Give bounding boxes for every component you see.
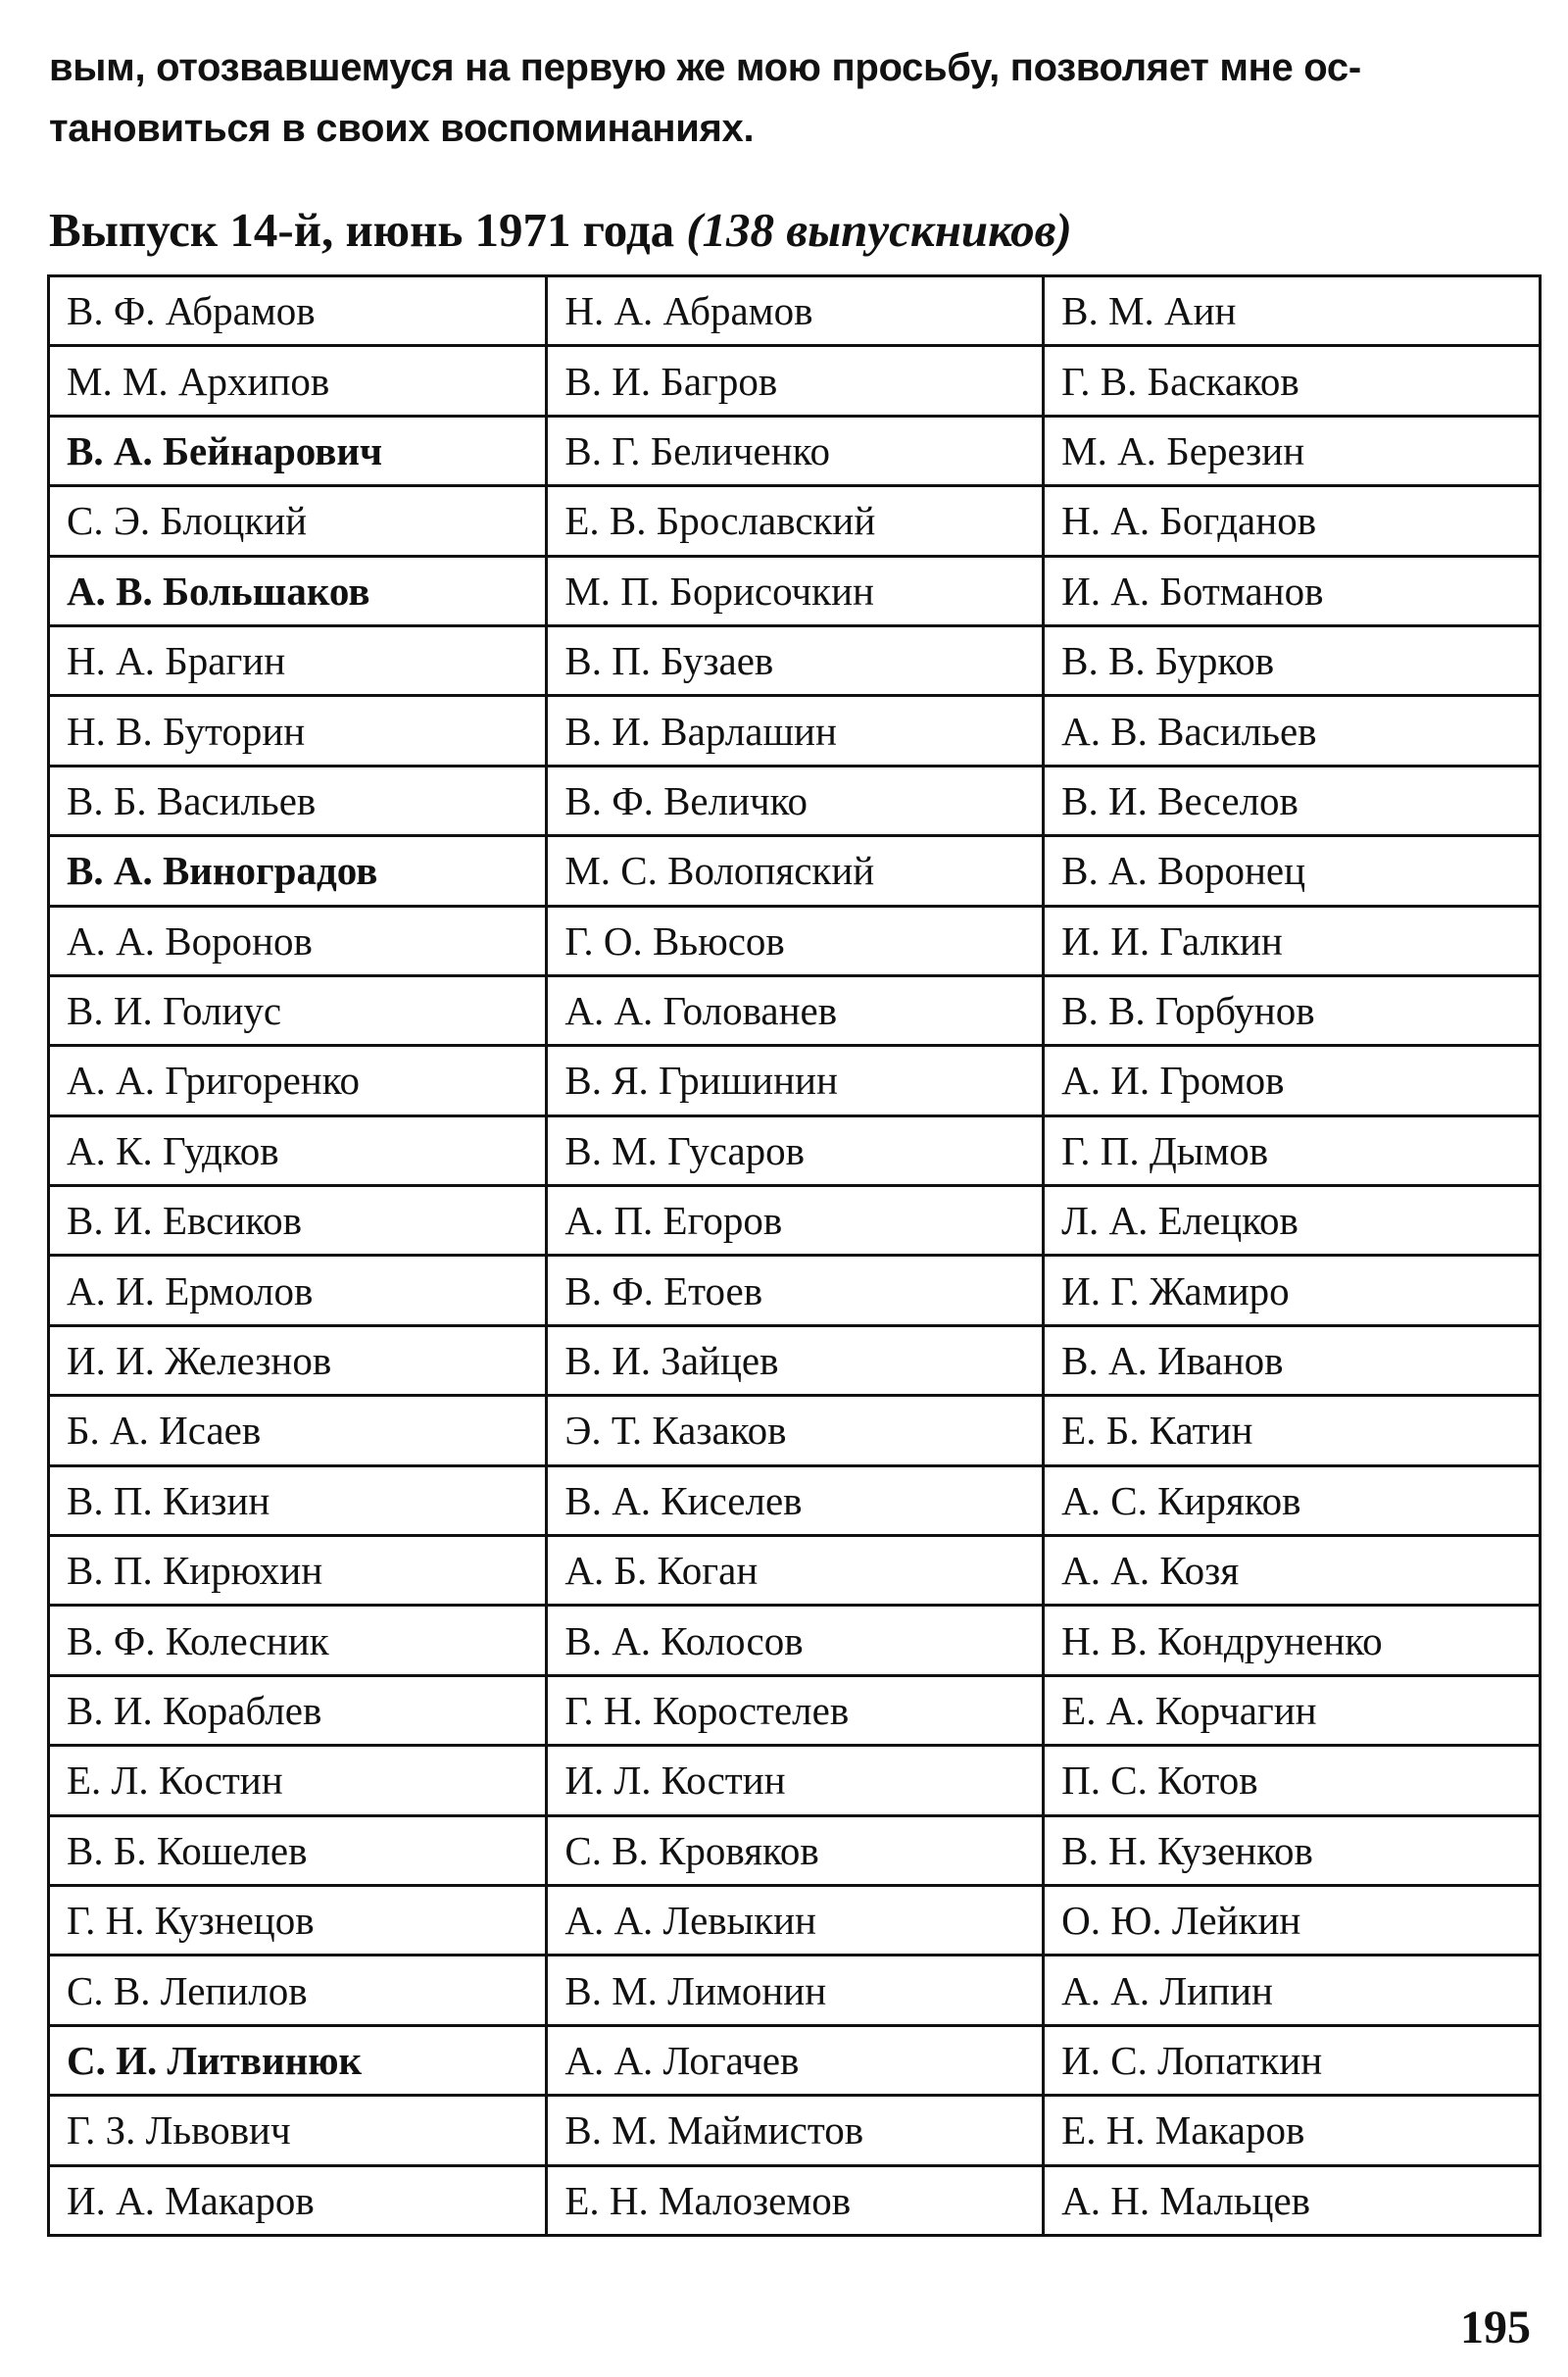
graduate-name-cell: А. Б. Коган	[547, 1536, 1044, 1606]
graduate-name-cell: В. Г. Беличенко	[547, 416, 1044, 485]
graduate-name-cell: В. Ф. Етоев	[547, 1256, 1044, 1325]
table-row	[49, 416, 1541, 485]
graduate-name-cell: А. А. Липин	[1044, 1956, 1541, 2025]
graduate-name-cell: Г. В. Баскаков	[1044, 346, 1541, 416]
table-row	[49, 1815, 1541, 1885]
graduate-name-cell: В. П. Кизин	[49, 1465, 547, 1535]
table-row	[49, 766, 1541, 835]
table-row	[49, 1465, 1541, 1535]
graduate-name-cell: М. А. Березин	[1044, 416, 1541, 485]
intro-line-1: вым, отозвавшемуся на первую же мою просьбу, позволяет мне ос-	[49, 46, 1361, 89]
graduate-name-cell: А. А. Воронов	[49, 906, 547, 975]
table-row	[49, 2165, 1541, 2235]
graduate-name-cell: В. Я. Гришинин	[547, 1046, 1044, 1115]
graduate-name-cell: В. И. Голиус	[49, 975, 547, 1045]
graduate-name-cell: Б. А. Исаев	[49, 1396, 547, 1465]
graduate-name-cell: В. Б. Кошелев	[49, 1815, 547, 1885]
graduate-name-cell: Н. А. Брагин	[49, 625, 547, 695]
graduate-name-cell: А. И. Ермолов	[49, 1256, 547, 1325]
graduate-name-cell: В. Ф. Величко	[547, 766, 1044, 835]
graduate-name-cell: И. С. Лопаткин	[1044, 2025, 1541, 2095]
table-row	[49, 1325, 1541, 1395]
graduate-name-cell: Н. А. Богданов	[1044, 486, 1541, 556]
graduate-name-cell: В. А. Воронец	[1044, 836, 1541, 906]
section-heading	[49, 201, 1072, 260]
graduate-name-cell: Н. А. Абрамов	[547, 276, 1044, 346]
graduate-name-cell: А. В. Васильев	[1044, 696, 1541, 766]
graduate-name-cell: В. А. Колосов	[547, 1606, 1044, 1675]
heading-graduate-count: (138 выпускников)	[686, 203, 1072, 257]
graduate-name-cell: А. А. Козя	[1044, 1536, 1541, 1606]
graduate-name-cell: В. А. Виноградов	[49, 836, 547, 906]
graduate-name-cell: И. А. Макаров	[49, 2165, 547, 2235]
table-row	[49, 1885, 1541, 1955]
table-row	[49, 556, 1541, 625]
graduate-name-cell: И. Г. Жамиро	[1044, 1256, 1541, 1325]
graduate-name-cell: О. Ю. Лейкин	[1044, 1885, 1541, 1955]
table-row	[49, 486, 1541, 556]
graduates-table	[47, 274, 1542, 2237]
graduate-name-cell: Е. А. Корчагин	[1044, 1675, 1541, 1745]
table-row	[49, 1046, 1541, 1115]
table-row	[49, 625, 1541, 695]
graduate-name-cell: В. И. Варлашин	[547, 696, 1044, 766]
graduate-name-cell: Л. А. Елецков	[1044, 1186, 1541, 1256]
graduate-name-cell: В. Ф. Колесник	[49, 1606, 547, 1675]
table-row	[49, 2025, 1541, 2095]
graduate-name-cell: Е. В. Брославский	[547, 486, 1044, 556]
table-row	[49, 1956, 1541, 2025]
graduate-name-cell: А. А. Логачев	[547, 2025, 1044, 2095]
graduate-name-cell: В. А. Бейнарович	[49, 416, 547, 485]
graduate-name-cell: В. М. Гусаров	[547, 1115, 1044, 1185]
graduate-name-cell: М. С. Волопяский	[547, 836, 1044, 906]
table-row	[49, 975, 1541, 1045]
graduate-name-cell: А. К. Гудков	[49, 1115, 547, 1185]
graduate-name-cell: В. Ф. Абрамов	[49, 276, 547, 346]
table-row	[49, 2096, 1541, 2165]
graduate-name-cell: И. И. Галкин	[1044, 906, 1541, 975]
table-row	[49, 1396, 1541, 1465]
graduate-name-cell: М. М. Архипов	[49, 346, 547, 416]
graduate-name-cell: А. А. Голованев	[547, 975, 1044, 1045]
graduate-name-cell: В. А. Киселев	[547, 1465, 1044, 1535]
graduate-name-cell: С. Э. Блоцкий	[49, 486, 547, 556]
table-row	[49, 1606, 1541, 1675]
table-row	[49, 1675, 1541, 1745]
heading-title: Выпуск 14-й, июнь 1971 года	[49, 203, 675, 257]
graduate-name-cell: Е. Б. Катин	[1044, 1396, 1541, 1465]
graduate-name-cell: М. П. Борисочкин	[547, 556, 1044, 625]
graduate-name-cell: В. Н. Кузенков	[1044, 1815, 1541, 1885]
graduate-name-cell: В. В. Горбунов	[1044, 975, 1541, 1045]
graduate-name-cell: Е. Н. Малоземов	[547, 2165, 1044, 2235]
graduate-name-cell: В. И. Евсиков	[49, 1186, 547, 1256]
table-row	[49, 1746, 1541, 1815]
graduate-name-cell: С. И. Литвинюк	[49, 2025, 547, 2095]
graduate-name-cell: Г. П. Дымов	[1044, 1115, 1541, 1185]
graduate-name-cell: А. А. Левыкин	[547, 1885, 1044, 1955]
graduate-name-cell: Г. Н. Кузнецов	[49, 1885, 547, 1955]
graduate-name-cell: Г. Н. Коростелев	[547, 1675, 1044, 1745]
graduate-name-cell: В. М. Маймистов	[547, 2096, 1044, 2165]
graduate-name-cell: В. И. Кораблев	[49, 1675, 547, 1745]
graduate-name-cell: В. Б. Васильев	[49, 766, 547, 835]
table-row	[49, 906, 1541, 975]
page-number: 195	[1460, 2302, 1531, 2353]
table-row	[49, 1256, 1541, 1325]
graduate-name-cell: Н. В. Кондруненко	[1044, 1606, 1541, 1675]
graduate-name-cell: А. И. Громов	[1044, 1046, 1541, 1115]
graduate-name-cell: В. М. Аин	[1044, 276, 1541, 346]
graduate-name-cell: А. В. Большаков	[49, 556, 547, 625]
graduate-name-cell: Е. Н. Макаров	[1044, 2096, 1541, 2165]
table-row	[49, 836, 1541, 906]
intro-paragraph	[49, 37, 1548, 159]
graduate-name-cell: В. М. Лимонин	[547, 1956, 1044, 2025]
graduate-name-cell: Э. Т. Казаков	[547, 1396, 1044, 1465]
graduate-name-cell: А. Н. Мальцев	[1044, 2165, 1541, 2235]
intro-line-2: тановиться в своих воспоминаниях.	[49, 107, 755, 150]
table-row	[49, 276, 1541, 346]
graduate-name-cell: В. И. Веселов	[1044, 766, 1541, 835]
table-row	[49, 1536, 1541, 1606]
graduate-name-cell: А. С. Киряков	[1044, 1465, 1541, 1535]
graduate-name-cell: И. И. Железнов	[49, 1325, 547, 1395]
graduate-name-cell: Е. Л. Костин	[49, 1746, 547, 1815]
graduate-name-cell: С. В. Кровяков	[547, 1815, 1044, 1885]
graduate-name-cell: С. В. Лепилов	[49, 1956, 547, 2025]
table-row	[49, 696, 1541, 766]
graduate-name-cell: В. П. Кирюхин	[49, 1536, 547, 1606]
graduate-name-cell: П. С. Котов	[1044, 1746, 1541, 1815]
table-row	[49, 1186, 1541, 1256]
graduates-table-body	[49, 276, 1541, 2236]
graduate-name-cell: В. И. Зайцев	[547, 1325, 1044, 1395]
graduate-name-cell: И. Л. Костин	[547, 1746, 1044, 1815]
table-row	[49, 1115, 1541, 1185]
graduate-name-cell: А. А. Григоренко	[49, 1046, 547, 1115]
graduate-name-cell: Г. З. Львович	[49, 2096, 547, 2165]
graduate-name-cell: А. П. Егоров	[547, 1186, 1044, 1256]
graduate-name-cell: Н. В. Буторин	[49, 696, 547, 766]
graduate-name-cell: И. А. Ботманов	[1044, 556, 1541, 625]
graduate-name-cell: В. В. Бурков	[1044, 625, 1541, 695]
graduate-name-cell: В. П. Бузаев	[547, 625, 1044, 695]
graduate-name-cell: В. А. Иванов	[1044, 1325, 1541, 1395]
graduate-name-cell: В. И. Багров	[547, 346, 1044, 416]
table-row	[49, 346, 1541, 416]
graduate-name-cell: Г. О. Вьюсов	[547, 906, 1044, 975]
